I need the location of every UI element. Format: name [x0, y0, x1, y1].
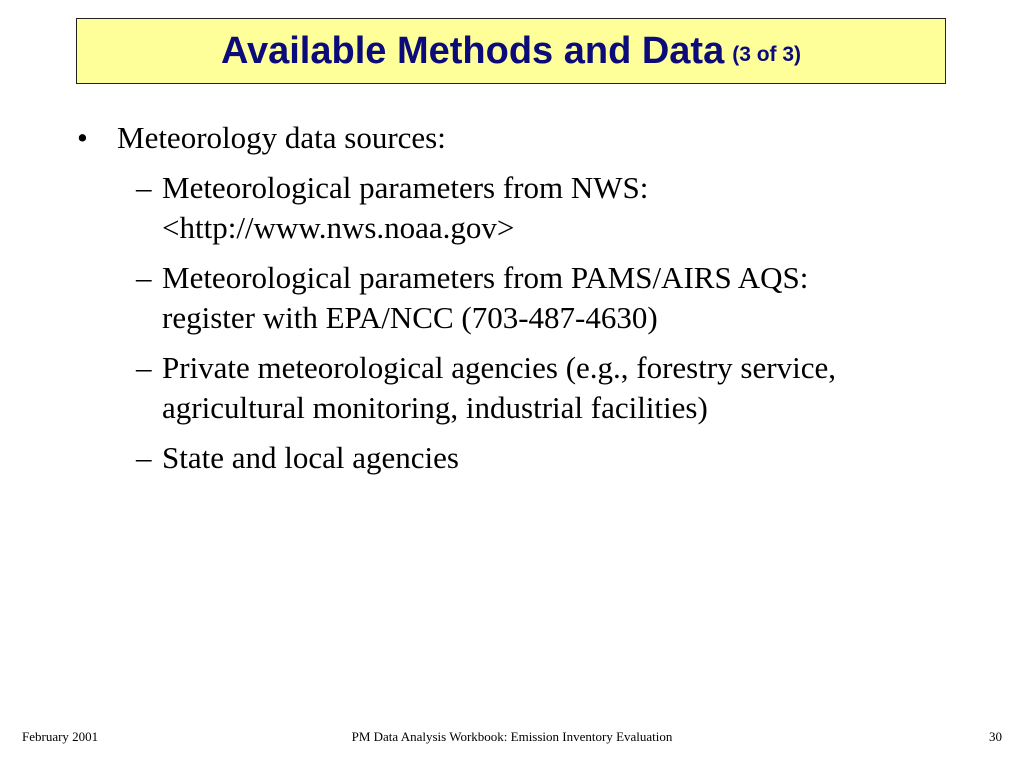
sub-item-text	[162, 258, 808, 338]
sub-item-text	[162, 438, 459, 478]
slide-title: Available Methods and Data	[220, 29, 725, 72]
sub-item-text	[162, 168, 648, 248]
sub-item-line: register with EPA/NCC (703-487-4630)	[162, 300, 658, 335]
sub-item-dash: –	[136, 440, 152, 475]
sub-item-line: agricultural monitoring, industrial facilities)	[162, 390, 708, 425]
sub-item-line: State and local agencies	[162, 440, 459, 475]
sub-item-dash: –	[136, 350, 152, 385]
sub-item-line: <http://www.nws.noaa.gov>	[162, 210, 515, 245]
sub-item-text	[162, 348, 836, 428]
bullet-marker: •	[77, 120, 88, 155]
footer-page-number: 30	[989, 729, 1002, 744]
footer-title: PM Data Analysis Workbook: Emission Inventory Evaluation	[351, 729, 673, 744]
sub-item-line: Private meteorological agencies (e.g., forestry service,	[162, 350, 836, 385]
bullet-text: Meteorology data sources:	[117, 120, 446, 155]
sub-item-dash: –	[136, 170, 152, 205]
footer-date: February 2001	[22, 729, 99, 744]
slide-title-part-indicator: (3 of 3)	[732, 43, 802, 66]
sub-item-line: Meteorological parameters from PAMS/AIRS AQS:	[162, 260, 809, 295]
sub-item-line: Meteorological parameters from NWS:	[162, 170, 649, 205]
sub-item-dash: –	[136, 260, 152, 295]
